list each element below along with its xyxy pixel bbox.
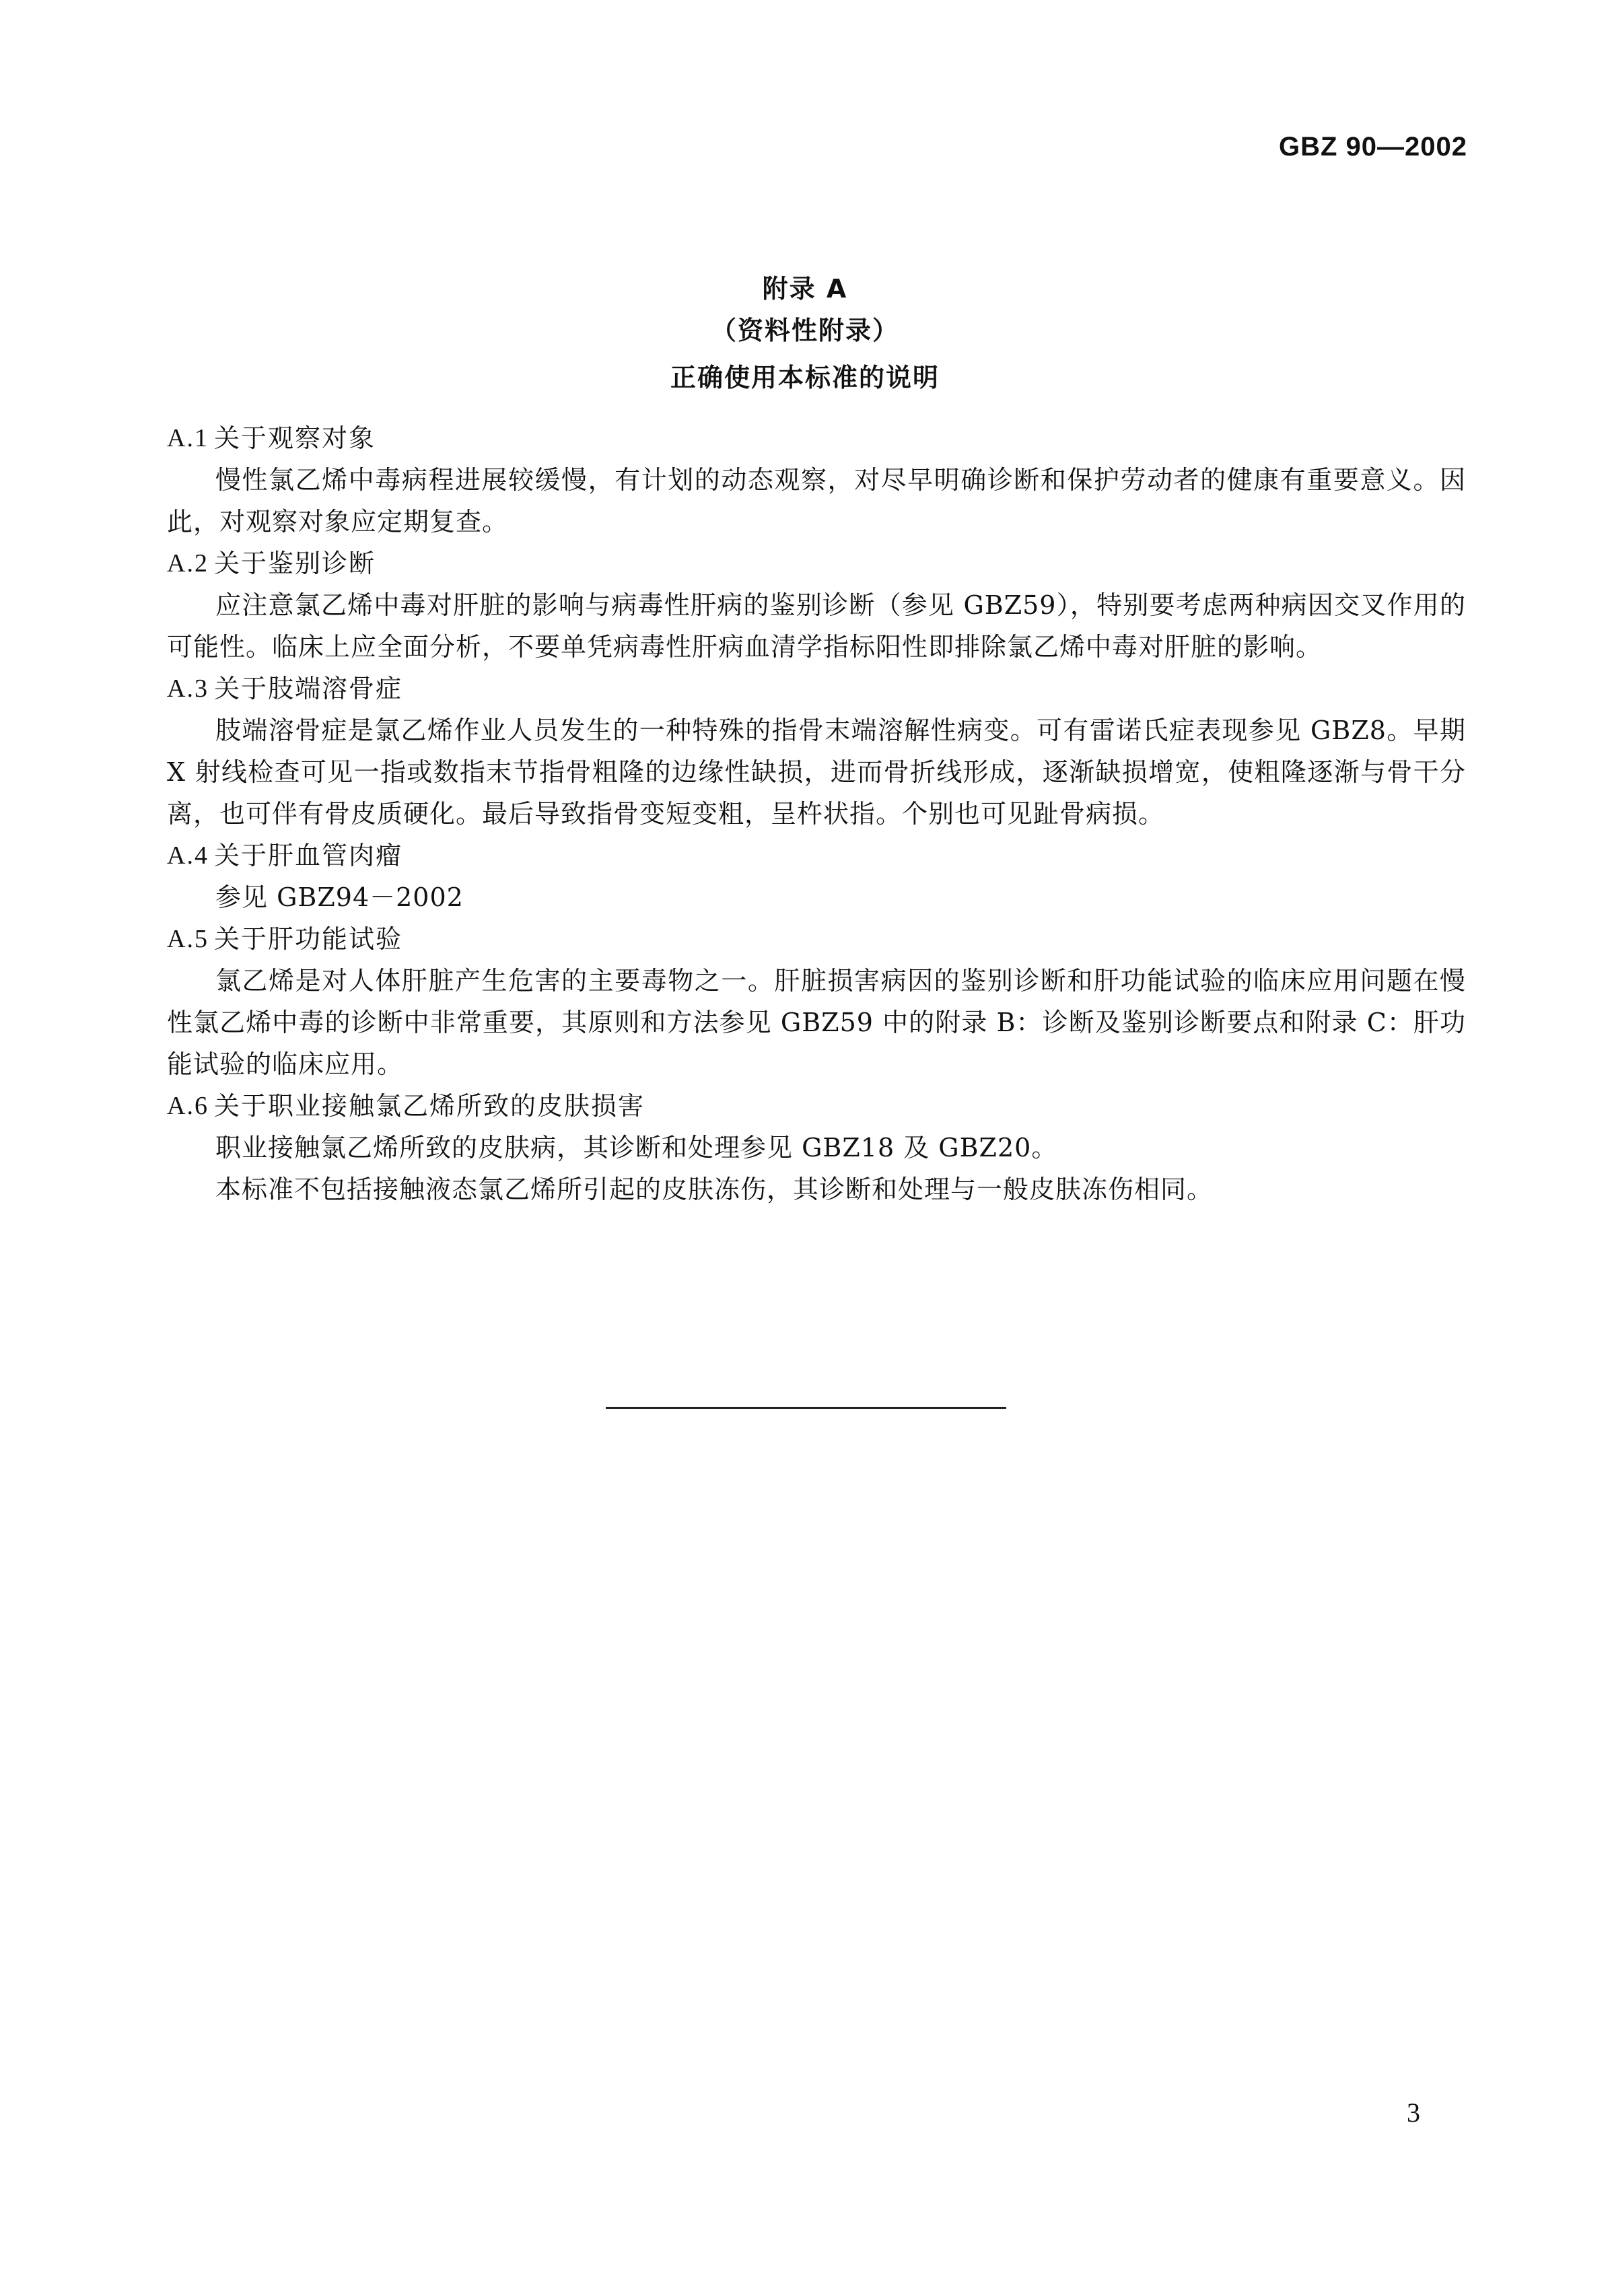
section-number: A.4 [167,841,209,870]
appendix-title: 附录 A [762,274,848,304]
section-a6 [167,1085,1466,1210]
section-number: A.5 [167,925,209,953]
section-number: A.3 [167,674,209,703]
section-a1 [167,417,1466,543]
section-heading [167,835,1466,876]
section-a3 [167,668,1466,835]
section-label: 关于鉴别诊断 [214,549,376,578]
section-a4 [167,835,1466,918]
paragraph: 职业接触氯乙烯所致的皮肤病，其诊断和处理参见 GBZ18 及 GBZ20。 [215,1133,1058,1162]
section-label: 关于肢端溶骨症 [214,674,403,703]
section-label: 关于观察对象 [214,423,376,453]
paragraph: 氯乙烯是对人体肝脏产生危害的主要毒物之一。肝脏损害病因的鉴别诊断和肝功能试验的临床应用问题在慢性氯乙烯中毒的诊断中非常重要，其原则和方法参见 GBZ59 中的附录 B：诊断及鉴别诊断要点和附录 C：肝功能试验的临床应用。 [167,966,1466,1079]
section-heading [167,918,1466,960]
appendix-type: （资料性附录） [710,316,899,345]
document-code: GBZ 90—2002 [1278,132,1467,162]
section-number: A.6 [167,1092,209,1120]
section-label: 关于肝功能试验 [214,924,403,954]
section-heading [167,417,1466,459]
section-heading [167,668,1466,709]
paragraph: 本标准不包括接触液态氯乙烯所引起的皮肤冻伤，其诊断和处理与一般皮肤冻伤相同。 [215,1175,1214,1204]
paragraph: 应注意氯乙烯中毒对肝脏的影响与病毒性肝病的鉴别诊断（参见 GBZ59），特别要考虑两种病因交叉作用的可能性。临床上应全面分析，不要单凭病毒性肝病血清学指标阳性即排除氯乙烯中毒对肝脏的影响。 [167,590,1466,662]
paragraph: 慢性氯乙烯中毒病程进展较缓慢，有计划的动态观察，对尽早明确诊断和保护劳动者的健康有重要意义。因此，对观察对象应定期复查。 [167,465,1466,536]
section-number: A.1 [167,424,209,452]
paragraph: 肢端溶骨症是氯乙烯作业人员发生的一种特殊的指骨末端溶解性病变。可有雷诺氏症表现参见 GBZ8。早期 X 射线检查可见一指或数指末节指骨粗隆的边缘性缺损，进而骨折线形成，逐渐缺损增宽，使粗隆逐渐与骨干分离，也可伴有骨皮质硬化。最后导致指骨变短变粗，呈杵状指。个别也可见趾骨病损。 [167,716,1466,829]
section-label: 关于肝血管肉瘤 [214,841,403,870]
section-a2 [167,543,1466,668]
end-rule [606,1407,1006,1409]
section-heading [167,543,1466,584]
section-heading [167,1085,1466,1127]
section-a5 [167,918,1466,1085]
page-number: 3 [1407,2097,1420,2128]
appendix-body [167,417,1466,1210]
section-number: A.2 [167,549,209,578]
section-label: 关于职业接触氯乙烯所致的皮肤损害 [214,1091,645,1121]
paragraph: 参见 GBZ94－2002 [215,882,464,912]
appendix-subtitle: 正确使用本标准的说明 [670,363,940,392]
